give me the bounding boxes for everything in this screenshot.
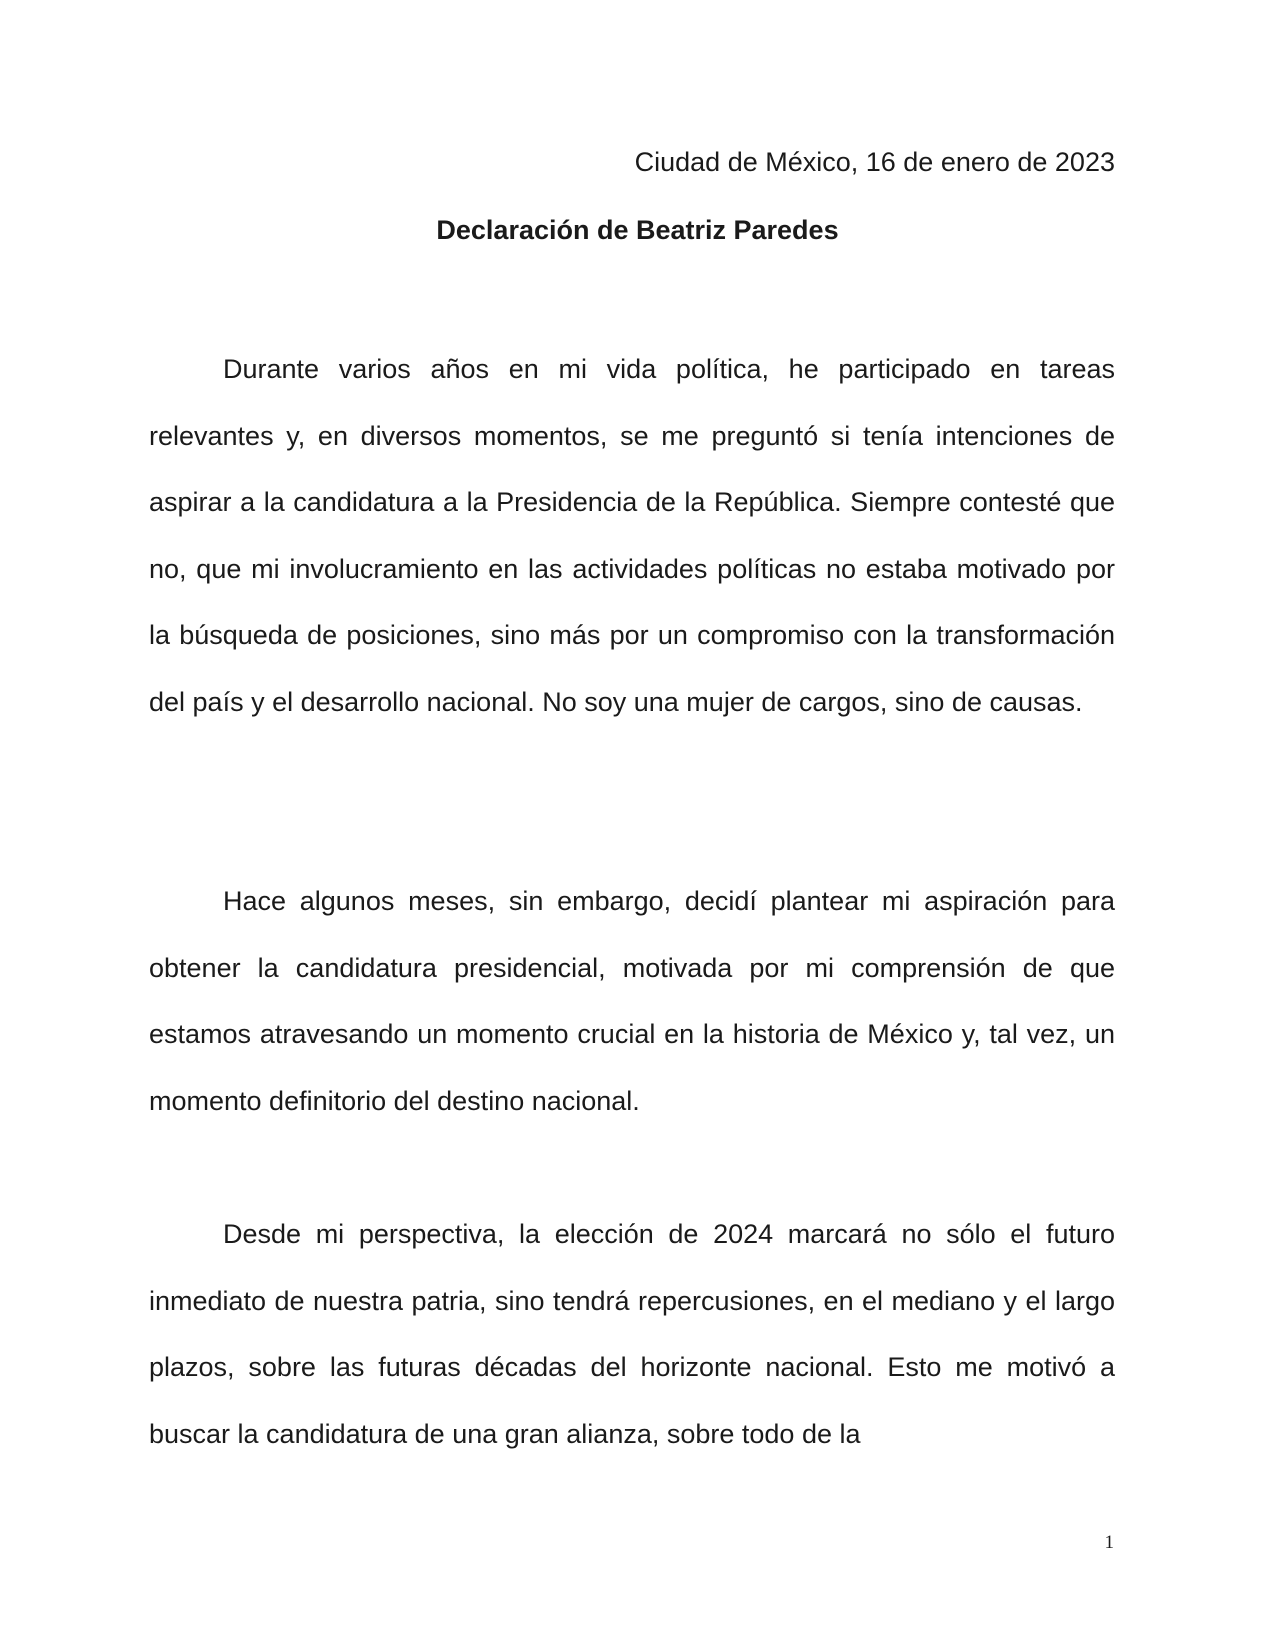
page-number: 1 [1104,1532,1114,1553]
paragraph-3: Desde mi perspectiva, la elección de 2024 marcará no sólo el futuro inmediato de nuestra patria, sino tendrá repercusiones, en el mediano y el largo plazos, sobre las futuras décadas del horizonte nacional. Esto me motivó a buscar la candidatura de una gran alianza, sobre todo de la [149,1219,1115,1449]
paragraph-1: Durante varios años en mi vida política, he participado en tareas relevantes y, en diversos momentos, se me preguntó si tenía intenciones de aspirar a la candidatura a la Presidencia de la República. Siempre contesté que no, que mi involucramiento en las actividades políticas no estaba motivado por la búsqueda de posiciones, sino más por un compromiso con la transformación del país y el desarrollo nacional. No soy una mujer de cargos, sino de causas. [149,354,1115,717]
document-title: Declaración de Beatriz Paredes [436,215,839,245]
dateline: Ciudad de México, 16 de enero de 2023 [634,147,1115,177]
paragraph-2: Hace algunos meses, sin embargo, decidí plantear mi aspiración para obtener la candidatura presidencial, motivada por mi comprensión de que estamos atravesando un momento crucial en la historia de México y, tal vez, un momento definitorio del destino nacional. [149,886,1115,1116]
